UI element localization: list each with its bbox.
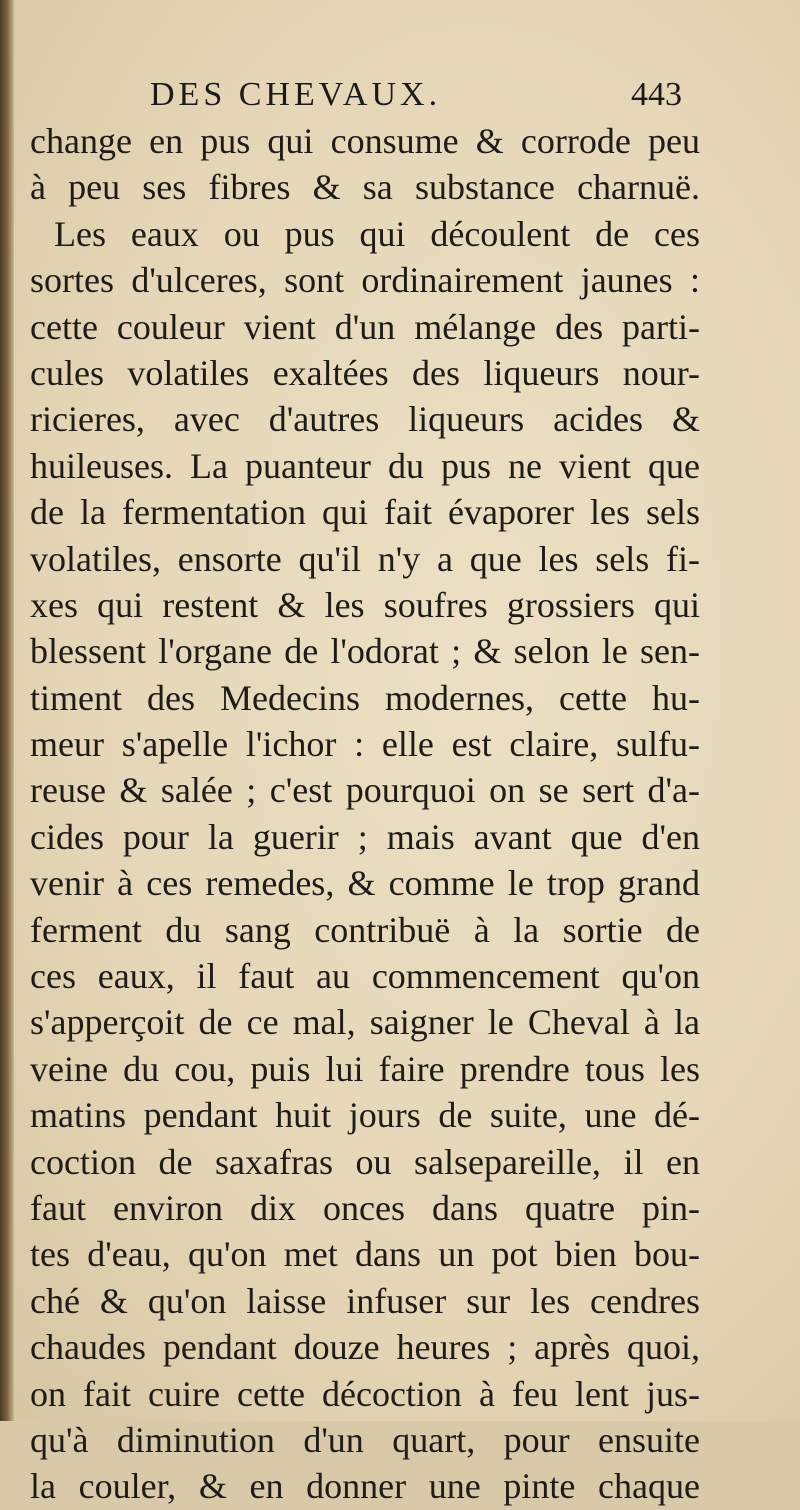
text-line: ces eaux, il faut au commencement qu'on bbox=[30, 956, 700, 997]
text-line: xes qui restent & les soufres grossiers qui bbox=[30, 584, 700, 625]
text-line: coction de saxafras ou salsepareille, il en bbox=[30, 1141, 700, 1182]
text-line: matins pendant huit jours de suite, une dé- bbox=[30, 1095, 700, 1136]
text-line: veine du cou, puis lui faire prendre tous les bbox=[30, 1048, 700, 1089]
text-line: Les eaux ou pus qui découlent de ces bbox=[54, 213, 700, 254]
text-line: ferment du sang contribuë à la sortie de bbox=[30, 909, 700, 950]
text-line: change en pus qui consume & corrode peu bbox=[30, 121, 700, 161]
text-line: chaudes pendant douze heures ; après quoi, bbox=[30, 1327, 700, 1368]
text-line: meur s'apelle l'ichor : elle est claire, sulfu- bbox=[30, 724, 700, 765]
text-line: on fait cuire cette décoction à feu lent jus- bbox=[30, 1373, 700, 1414]
text-line: tes d'eau, qu'on met dans un pot bien bou- bbox=[30, 1234, 700, 1275]
text-line: timent des Medecins modernes, cette hu- bbox=[30, 677, 700, 718]
text-line: sortes d'ulceres, sont ordinairement jaunes : bbox=[30, 260, 700, 301]
text-line: reuse & salée ; c'est pourquoi on se sert d'a- bbox=[30, 770, 700, 811]
body-text bbox=[30, 118, 700, 1510]
page-binding-edge bbox=[0, 0, 14, 1421]
text-line: qu'à diminution d'un quart, pour ensuite bbox=[30, 1419, 700, 1460]
text-line: la couler, & en donner une pinte chaque bbox=[30, 1466, 700, 1507]
running-title: DES CHEVAUX. bbox=[150, 76, 442, 113]
text-line: à peu ses fibres & sa substance charnuë. bbox=[30, 167, 700, 208]
text-line: cides pour la guerir ; mais avant que d'en bbox=[30, 816, 700, 857]
text-line: ricieres, avec d'autres liqueurs acides & bbox=[30, 399, 700, 440]
text-line: cules volatiles exaltées des liqueurs nour- bbox=[30, 352, 700, 393]
text-line: venir à ces remedes, & comme le trop grand bbox=[30, 863, 700, 904]
text-line: cette couleur vient d'un mélange des parti- bbox=[30, 306, 700, 347]
text-line: s'apperçoit de ce mal, saigner le Cheval à la bbox=[30, 1002, 700, 1043]
page-header bbox=[150, 76, 690, 122]
text-line: de la fermentation qui fait évaporer les sels bbox=[30, 492, 700, 533]
text-line: faut environ dix onces dans quatre pin- bbox=[30, 1187, 700, 1228]
text-line: huileuses. La puanteur du pus ne vient que bbox=[30, 445, 700, 486]
text-line: blessent l'organe de l'odorat ; & selon le sen- bbox=[30, 631, 700, 672]
text-line: ché & qu'on laisse infuser sur les cendres bbox=[30, 1280, 700, 1321]
page-number: 443 bbox=[631, 76, 682, 113]
text-line: volatiles, ensorte qu'il n'y a que les sels fi- bbox=[30, 538, 700, 579]
